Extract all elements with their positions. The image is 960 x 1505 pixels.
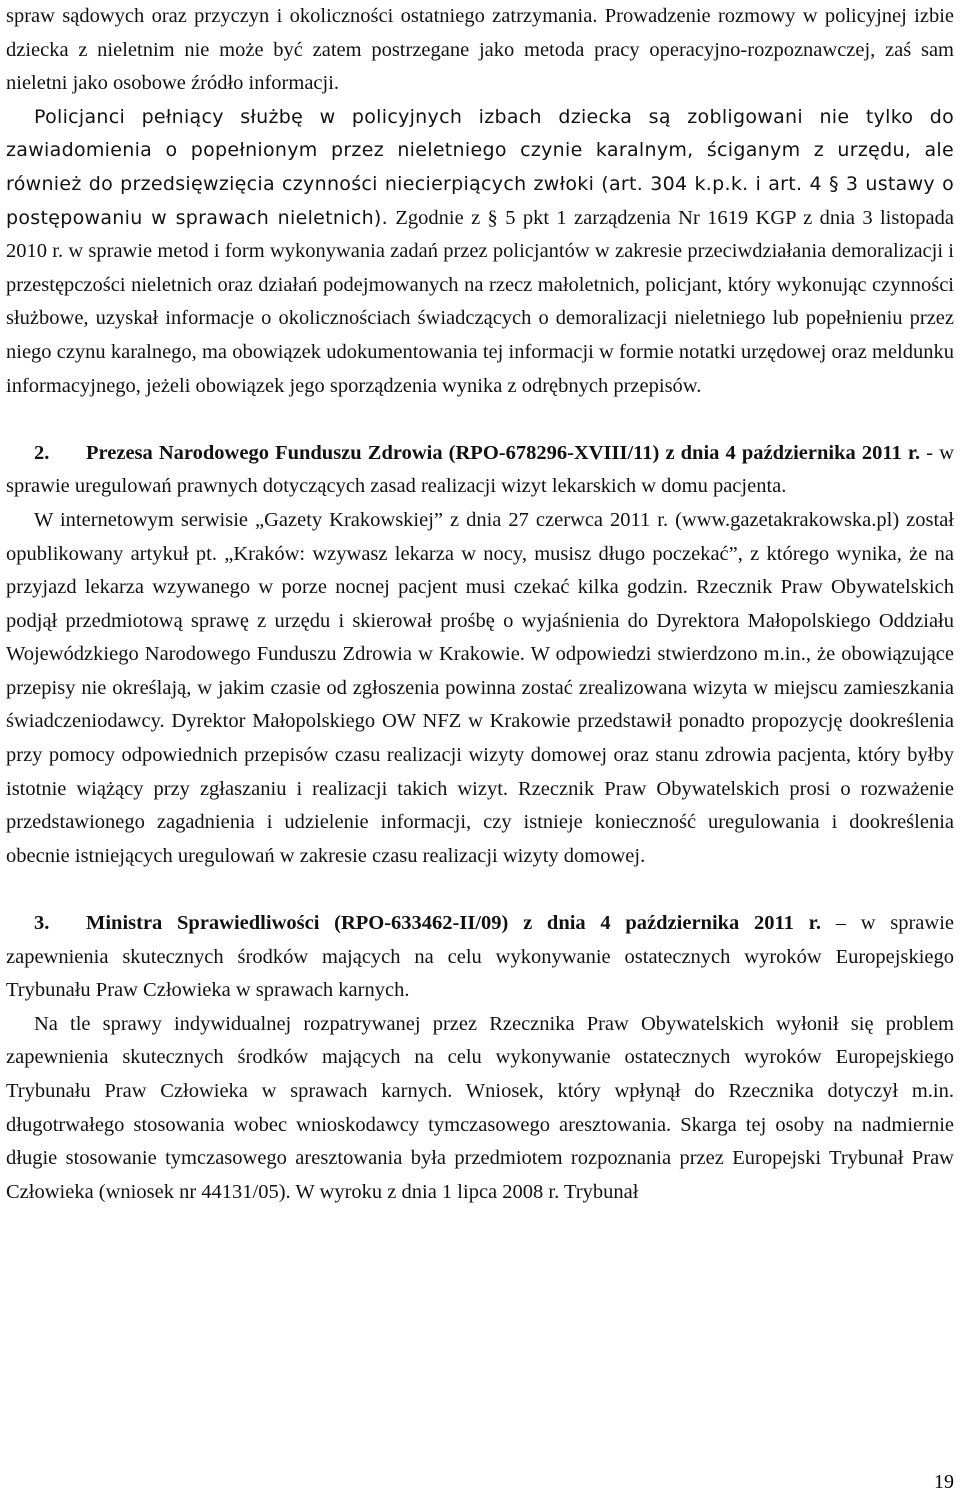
page-number: 19 — [934, 1471, 954, 1493]
section-gap — [6, 873, 954, 907]
section-3-title: Ministra Sprawiedliwości (RPO-633462-II/09) z dnia 4 października 2011 r. — [86, 912, 821, 935]
section-2-title: Prezesa Narodowego Funduszu Zdrowia (RPO-678296-XVIII/11) z dnia 4 października 2011 r. — [86, 441, 921, 464]
section-3-paragraph: Na tle sprawy indywidualnej rozpatrywanej przez Rzecznika Praw Obywatelskich wyłonił się problem zapewnienia skutecznych środków mających na celu wykonywanie ostatecznych wyroków Europejskiego Trybunału Praw Człowieka w sprawach karnych. Wniosek, który wpłynął do Rzecznika dotyczył m.in. długotrwałego stosowania wobec wnioskodawcy tymczasowego aresztowania. Skarga tej osoby na nadmiernie długie stosowanie tymczasowego aresztowania była przedmiotem rozpoznania przez Europejski Trybunał Praw Człowieka (wniosek nr 44131/05). W wyroku z dnia 1 lipca 2008 r. Trybunał — [6, 1012, 954, 1203]
paragraph-2 — [6, 101, 954, 403]
section-2-number: 2. — [34, 441, 50, 464]
section-3-heading — [6, 907, 954, 1008]
paragraph-1: spraw sądowych oraz przyczyn i okoliczności ostatniego zatrzymania. Prowadzenie rozmowy w policyjnej izbie dziecka z nieletnim nie może być zatem postrzegane jako metoda pracy operacyjno-rozpoznawczej, zaś sam nieletni jako osobowe źródło informacji. — [6, 5, 954, 95]
section-2-subject: - w sprawie uregulowań prawnych dotyczących zasad realizacji wizyt lekarskich w domu pacjenta. — [6, 441, 955, 498]
paragraph-2-serif-part: Zgodnie z § 5 pkt 1 zarządzenia Nr 1619 KGP z dnia 3 listopada 2010 r. w sprawie metod i form wykonywania zadań przez policjantów w zakresie przeciwdziałania demoralizacji i przestępczości nieletnich oraz działań podejmowanych na rzecz małoletnich, policjant, który wykonując czynności służbowe, uzyskał informacje o okolicznościach świadczących o demoralizacji nieletniego lub popełnieniu przez niego czynu karalnego, ma obowiązek udokumentowania tej informacji w formie notatki urzędowej oraz meldunku informacyjnego, jeżeli obowiązek jego sporządzenia wynika z odrębnych przepisów. — [6, 206, 955, 397]
section-gap — [6, 403, 954, 437]
section-3-number: 3. — [34, 912, 50, 935]
paragraph-2-sans-part: Policjanci pełniący służbę w policyjnych izbach dziecka są zobligowani nie tylko do zawiadomienia o popełnionym przez nieletniego czynie karalnym, ściganym z urzędu, ale również do przedsięwzięcia czynności niecierpiących zwłoki (art. 304 k.p.k. i art. 4 § 3 ustawy o postępowaniu w sprawach nieletnich). — [6, 105, 954, 229]
section-3-subject: – w sprawie zapewnienia skutecznych środków mających na celu wykonywanie ostatecznych wyroków Europejskiego Trybunału Praw Człowieka w sprawach karnych. — [6, 912, 954, 1002]
section-2-paragraph: W internetowym serwisie „Gazety Krakowskiej” z dnia 27 czerwca 2011 r. (www.gazetakrakowska.pl) został opublikowany artykuł pt. „Kraków: wzywasz lekarza w nocy, musisz długo poczekać”, z którego wynika, że na przyjazd lekarza wzywanego w porze nocnej pacjent musi czekać kilka godzin. Rzecznik Praw Obywatelskich podjął przedmiotową sprawę z urzędu i skierował prośbę o wyjaśnienia do Dyrektora Małopolskiego Oddziału Wojewódzkiego Narodowego Funduszu Zdrowia w Krakowie. W odpowiedzi stwierdzono m.in., że obowiązujące przepisy nie określają, w jakim czasie od zgłoszenia powinna zostać zrealizowana wizyta w miejscu zamieszkania świadczeniodawcy. Dyrektor Małopolskiego OW NFZ w Krakowie przedstawił ponadto propozycję dookreślenia przy pomocy odpowiednich przepisów czasu realizacji wizyty domowej oraz stanu zdrowia pacjenta, który byłby istotnie wiążący przy zgłaszaniu i realizacji takich wizyt. Rzecznik Praw Obywatelskich prosi o rozważenie przedstawionego zagadnienia i udzielenie informacji, czy istnieje konieczność uregulowania i dookreślenia obecnie istniejących uregulowań w zakresie czasu realizacji wizyty domowej. — [6, 508, 954, 867]
section-2-heading — [6, 437, 954, 504]
